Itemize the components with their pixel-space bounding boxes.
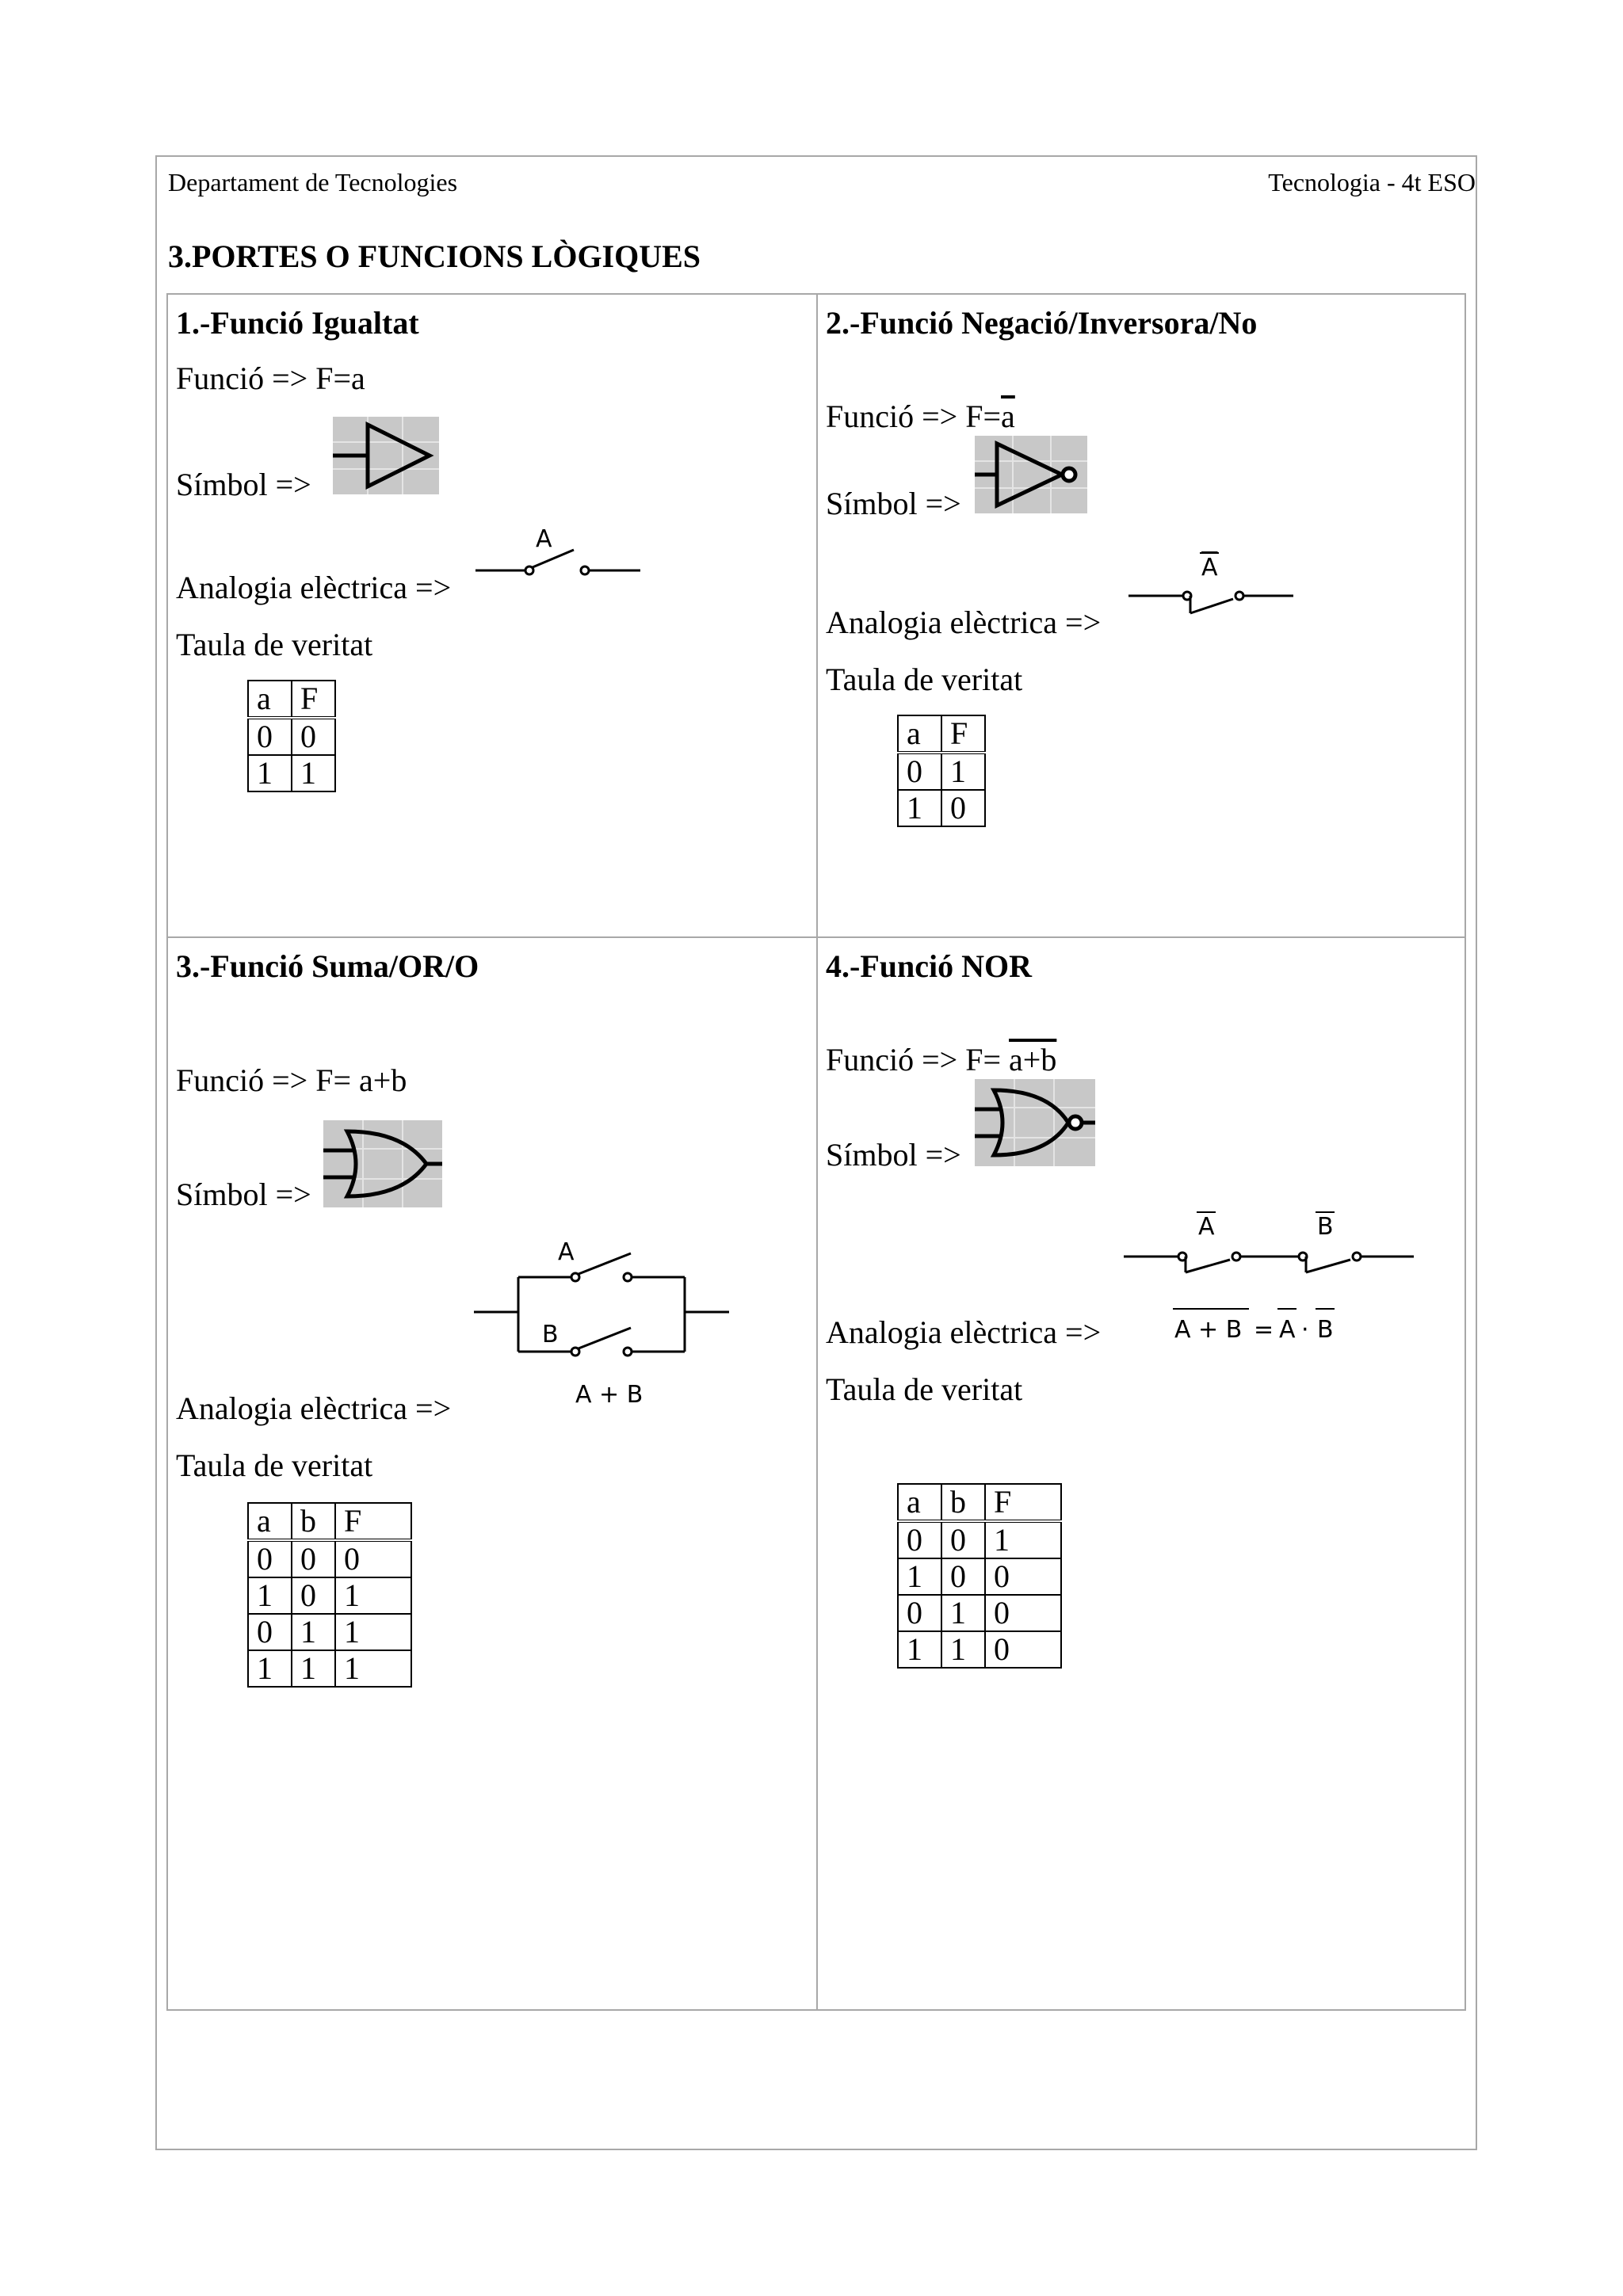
nor-gate-icon [975,1079,1095,1166]
symbol-label: Símbol => [826,1137,961,1173]
truth-table: a b F 0 0 1 1 0 0 0 1 0 1 1 0 [897,1483,1062,1669]
or-gate-icon [323,1120,442,1207]
symbol-label: Símbol => [176,467,311,502]
cell-title: 4.-Funció NOR [826,948,1032,984]
function-line: Funció => F= a+b [826,1042,1057,1077]
analogy-label: Analogia elèctrica => [826,1314,1102,1350]
truth-table-label: Taula de veritat [176,1447,373,1483]
svg-text:·: · [1301,1316,1309,1344]
function-line: Funció => F=a [176,360,365,396]
header-course: Tecnologia - 4t ESO [1268,168,1476,196]
svg-text:A: A [1279,1316,1296,1344]
series-nc-switch-circuit-icon [1122,1203,1415,1345]
grid-divider-horizontal [168,936,1465,938]
cell-title: 1.-Funció Igualtat [176,305,419,341]
cell-title: 3.-Funció Suma/OR/O [176,948,479,984]
switch-label: A [536,526,552,553]
grid-divider-vertical [816,295,818,2009]
symbol-label: Símbol => [176,1177,311,1212]
parallel-switch-circuit-icon [474,1230,731,1413]
switch-label-b: B [542,1321,559,1348]
svg-text:=: = [1254,1316,1274,1344]
function-line: Funció => F= a+b [176,1062,407,1098]
nc-switch-circuit-icon [1125,547,1296,618]
truth-table-label: Taula de veritat [826,1371,1023,1407]
circuit-caption: A + B [575,1381,643,1409]
truth-table: a F 0 1 1 0 [897,715,986,827]
page-title: 3.PORTES O FUNCIONS LÒGIQUES [168,238,701,274]
not-gate-icon [975,436,1087,513]
svg-text:B: B [1317,1316,1334,1344]
switch-label-a: A [1198,1213,1215,1241]
truth-table-label: Taula de veritat [176,627,373,662]
analogy-label: Analogia elèctrica => [176,570,452,605]
truth-table: a b F 0 0 0 1 0 1 0 1 1 1 1 1 [247,1502,412,1688]
function-line: Funció => $F=\overline{a}$ [826,399,1015,434]
cell-title: 2.-Funció Negació/Inversora/No [826,305,1258,341]
switch-label-b: B [1317,1213,1334,1241]
truth-table: a F 0 0 1 1 [247,680,336,792]
header-department: Departament de Tecnologies [168,168,458,196]
buffer-gate-icon [333,417,439,494]
switch-label: A [1201,554,1218,582]
svg-text:A + B: A + B [1174,1316,1243,1344]
analogy-label: Analogia elèctrica => [826,605,1102,640]
analogy-label: Analogia elèctrica => [176,1390,452,1426]
switch-label-a: A [558,1238,575,1266]
switch-circuit-icon [472,526,643,582]
truth-table-label: Taula de veritat [826,662,1023,697]
symbol-label: Símbol => [826,486,961,521]
nor-equation [1174,1316,1334,1344]
